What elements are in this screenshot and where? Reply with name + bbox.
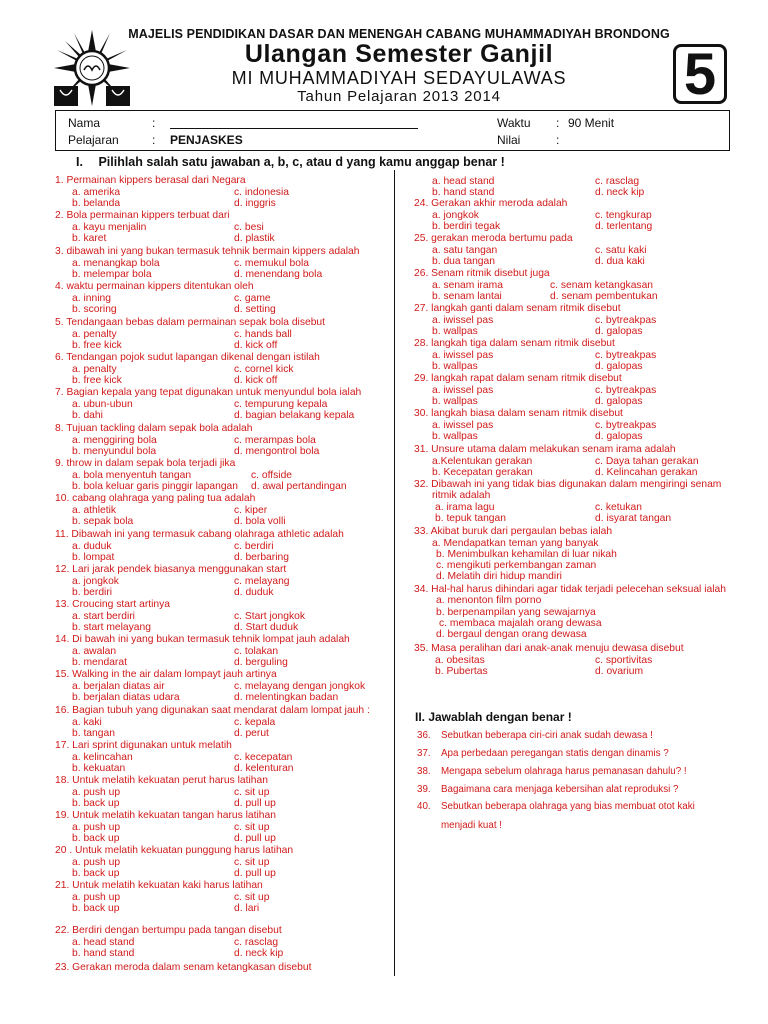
option-c: c. sit up <box>234 857 270 868</box>
option-b: b. start melayang <box>72 622 151 633</box>
option-c: c. merampas bola <box>234 435 316 446</box>
option-c: c. bytreakpas <box>595 315 657 326</box>
option-a: a. iwissel pas <box>432 350 494 361</box>
question-8: 8. Tujuan tackling dalam sepak bola adalah <box>55 423 253 434</box>
option-d: d. galopas <box>595 326 643 337</box>
option-c: c. bytreakpas <box>595 385 657 396</box>
option-a: a. menangkap bola <box>72 258 160 269</box>
option-b: b. Pubertas <box>435 666 488 677</box>
section-1-instruction <box>76 155 505 169</box>
essay-question-number: 37. <box>417 748 431 759</box>
option-a: a. penalty <box>72 329 117 340</box>
academic-year: Tahun Pelajaran 2013 2014 <box>297 88 501 105</box>
option-d: d. pull up <box>234 833 276 844</box>
essay-question-40: Sebutkan beberapa olahraga yang bias membuat otot kaki <box>441 801 695 812</box>
section-1-roman: I. <box>76 155 83 169</box>
option-c: c. indonesia <box>234 187 289 198</box>
option-a: a. bola menyentuh tangan <box>72 470 192 481</box>
time-label: Waktu <box>497 116 531 130</box>
option-c: c. melayang <box>234 576 290 587</box>
question-34: 34. Hal-hal harus dihindari agar tidak terjadi pelecehan seksual ialah <box>414 584 726 595</box>
option-b: b. wallpas <box>432 361 478 372</box>
option-d: d. kick off <box>234 375 278 386</box>
option-b: b. free kick <box>72 375 122 386</box>
option-a: a. push up <box>72 892 121 903</box>
option-d: d. pull up <box>234 798 276 809</box>
option-a: a. head stand <box>72 937 135 948</box>
option-d: d. duduk <box>234 587 274 598</box>
option-b: b. dahi <box>72 410 103 421</box>
option-d: d. melentingkan badan <box>234 692 339 703</box>
option-d: d. pull up <box>234 868 276 879</box>
option-d: d. galopas <box>595 431 643 442</box>
option-b: b. back up <box>72 798 120 809</box>
option-b: b. wallpas <box>432 431 478 442</box>
option-a: a.Kelentukan gerakan <box>432 456 533 467</box>
option-d: d. berbaring <box>234 552 289 563</box>
question-20: 20 . Untuk melatih kekuatan punggung harus latihan <box>55 845 294 856</box>
option-c: c. sit up <box>234 787 270 798</box>
option-d: d. perut <box>234 728 269 739</box>
option-a: a. irama lagu <box>435 502 495 513</box>
option-a: a. Mendapatkan teman yang banyak <box>432 538 599 549</box>
question-26: 26. Senam ritmik disebut juga <box>414 268 550 279</box>
option-a: a. berjalan diatas air <box>72 681 165 692</box>
subject-label: Pelajaran <box>68 133 119 147</box>
question-9: 9. throw in dalam sepak bola terjadi jika <box>55 458 236 469</box>
option-c: c. kepala <box>234 717 276 728</box>
option-b: b. senam lantai <box>432 291 502 302</box>
option-a: a. jongkok <box>432 210 479 221</box>
score-label: Nilai <box>497 133 521 147</box>
option-c: c. cornel kick <box>234 364 294 375</box>
option-c: c. Start jongkok <box>234 611 305 622</box>
time-value: 90 Menit <box>568 116 615 130</box>
option-d: d. kick off <box>234 340 278 351</box>
name-label: Nama <box>68 116 101 130</box>
name-colon: : <box>152 116 156 130</box>
option-b: b. berdiri <box>72 587 113 598</box>
option-c: c. hands ball <box>234 329 292 340</box>
option-c: c. ketukan <box>595 502 642 513</box>
question-1: 1. Permainan kippers berasal dari Negara <box>55 175 246 186</box>
column-divider <box>394 170 395 976</box>
option-b: b. wallpas <box>432 326 478 337</box>
option-b: b. lompat <box>72 552 115 563</box>
option-d: d. neck kip <box>234 948 284 959</box>
option-d: d. terlentang <box>595 221 653 232</box>
option-b: b. free kick <box>72 340 122 351</box>
option-c: c. sit up <box>234 822 270 833</box>
option-a: a. senam irama <box>432 280 503 291</box>
option-b: b. wallpas <box>432 396 478 407</box>
option-a: a. push up <box>72 822 121 833</box>
option-a: a. head stand <box>432 176 495 187</box>
essay-question-39: Bagaimana cara menjaga kebersihan alat reproduksi ? <box>441 784 679 795</box>
question-22: 22. Berdiri dengan bertumpu pada tangan disebut <box>55 925 282 936</box>
option-c: c. tengkurap <box>595 210 652 221</box>
school-name: MI MUHAMMADIYAH SEDAYULAWAS <box>231 68 567 88</box>
option-b: b. kekuatan <box>72 763 126 774</box>
essay-question-36: Sebutkan beberapa ciri-ciri anak sudah dewasa ! <box>441 730 653 741</box>
question-2: 2. Bola permainan kippers terbuat dari <box>55 210 230 221</box>
option-d: d. berguling <box>234 657 288 668</box>
option-a: a. satu tangan <box>432 245 498 256</box>
question-6: 6. Tendangan pojok sudut lapangan dikenal dengan istilah <box>55 352 320 363</box>
option-a: a. iwissel pas <box>432 420 494 431</box>
option-b: b. back up <box>72 833 120 844</box>
option-b: b. melempar bola <box>72 269 152 280</box>
option-d: d. galopas <box>595 361 643 372</box>
student-info-box <box>55 110 730 151</box>
question-12: 12. Lari jarak pendek biasanya menggunakan start <box>55 564 287 575</box>
score-colon: : <box>556 133 560 147</box>
option-c: c. tolakan <box>234 646 279 657</box>
essay-question-37: Apa perbedaan peregangan statis dengan dinamis ? <box>441 748 669 759</box>
option-c: c. membaca majalah orang dewasa <box>439 618 602 629</box>
option-a: a. inning <box>72 293 111 304</box>
option-c: c. sit up <box>234 892 270 903</box>
option-b: b. menyundul bola <box>72 446 157 457</box>
question-33: 33. Akibat buruk dari pergaulan bebas ialah <box>414 526 613 537</box>
option-a: a. kayu menjalin <box>72 222 147 233</box>
option-c: c. mengikuti perkembangan zaman <box>436 560 597 571</box>
option-d: d. dua kaki <box>595 256 645 267</box>
option-b: b. tangan <box>72 728 115 739</box>
option-d: d. senam pembentukan <box>550 291 658 302</box>
option-a: a. push up <box>72 787 121 798</box>
question-29: 29. langkah rapat dalam senam ritmik disebut <box>414 373 622 384</box>
option-c: c. kecepatan <box>234 752 293 763</box>
question-27: 27. langkah ganti dalam senam ritmik disebut <box>414 303 621 314</box>
option-c: c. offside <box>251 470 293 481</box>
option-b: b. scoring <box>72 304 117 315</box>
option-b: b. karet <box>72 233 107 244</box>
option-a: a. menonton film porno <box>436 595 542 606</box>
option-d: d. Start duduk <box>234 622 299 633</box>
option-d: d. menendang bola <box>234 269 323 280</box>
option-b: b. hand stand <box>72 948 135 959</box>
option-a: a. kelincahan <box>72 752 133 763</box>
option-a: a. athletik <box>72 505 117 516</box>
question-28: 28. langkah tiga dalam senam ritmik disebut <box>414 338 615 349</box>
question-7: 7. Bagian kepala yang tepat digunakan untuk menyundul bola ialah <box>55 387 362 398</box>
question-25: 25. gerakan meroda bertumu pada <box>414 233 573 244</box>
option-c: c. bytreakpas <box>595 420 657 431</box>
grade-number: 5 <box>673 44 727 104</box>
option-c: c. Daya tahan gerakan <box>595 456 699 467</box>
question-30: 30. langkah biasa dalam senam ritmik disebut <box>414 408 623 419</box>
option-c: c. rasclag <box>234 937 279 948</box>
option-c: c. kiper <box>234 505 268 516</box>
option-b: b. Menimbulkan kehamilan di luar nikah <box>436 549 617 560</box>
option-c: c. rasclag <box>595 176 640 187</box>
question-10: 10. cabang olahraga yang paling tua adalah <box>55 493 256 504</box>
option-c: c. game <box>234 293 271 304</box>
option-d: d. neck kip <box>595 187 645 198</box>
option-a: a. iwissel pas <box>432 315 494 326</box>
question-13: 13. Croucing start artinya <box>55 599 171 610</box>
question-32: 32. Dibawah ini yang tidak bias digunakan dalam mengiringi senam <box>414 479 722 490</box>
option-b: b. belanda <box>72 198 121 209</box>
option-d: d. inggris <box>234 198 276 209</box>
option-d: d. bola volli <box>234 516 286 527</box>
question-35: 35. Masa peralihan dari anak-anak menuju dewasa disebut <box>414 643 684 654</box>
question-31: 31. Unsure utama dalam melakukan senam irama adalah <box>414 444 676 455</box>
question-3: 3. dibawah ini yang bukan termasuk tehnik bermain kippers adalah <box>55 246 360 257</box>
option-b: b. hand stand <box>432 187 495 198</box>
time-colon: : <box>556 116 560 130</box>
question-21: 21. Untuk melatih kekuatan kaki harus latihan <box>55 880 263 891</box>
option-a: a. awalan <box>72 646 117 657</box>
name-field[interactable] <box>170 128 418 129</box>
option-a: a. start berdiri <box>72 611 135 622</box>
question-5: 5. Tendangaan bebas dalam permainan sepak bola disebut <box>55 317 326 328</box>
option-b: b. berdiri tegak <box>432 221 501 232</box>
option-d: d. bergaul dengan orang dewasa <box>436 629 587 640</box>
option-a: a. iwissel pas <box>432 385 494 396</box>
option-a: a. amerika <box>72 187 121 198</box>
option-a: a. menggiring bola <box>72 435 157 446</box>
option-d: d. setting <box>234 304 276 315</box>
option-b: b. tepuk tangan <box>435 513 506 524</box>
option-d: d. isyarat tangan <box>595 513 672 524</box>
subject-value: PENJASKES <box>170 133 243 147</box>
option-b: b. back up <box>72 868 120 879</box>
option-b: b. sepak bola <box>72 516 134 527</box>
exam-title: Ulangan Semester Ganjil <box>244 40 554 68</box>
option-a: a. jongkok <box>72 576 119 587</box>
option-b: b. berjalan diatas udara <box>72 692 180 703</box>
question-19: 19. Untuk melatih kekuatan tangan harus latihan <box>55 810 276 821</box>
question-18: 18. Untuk melatih kekuatan perut harus latihan <box>55 775 268 786</box>
option-d: d. plastik <box>234 233 275 244</box>
option-b: b. Kecepatan gerakan <box>432 467 533 478</box>
essay-question-number: 40. <box>417 801 431 812</box>
option-d: d. awal pertandingan <box>251 481 347 492</box>
question-4: 4. waktu permainan kippers ditentukan oleh <box>55 281 254 292</box>
option-d: d. bagian belakang kepala <box>234 410 355 421</box>
option-b: b. back up <box>72 903 120 914</box>
option-d: d. Melatih diri hidup mandiri <box>436 571 562 582</box>
option-b: b. mendarat <box>72 657 127 668</box>
option-d: d. mengontrol bola <box>234 446 320 457</box>
question-17: 17. Lari sprint digunakan untuk melatih <box>55 740 232 751</box>
question-32-cont: ritmik adalah <box>432 490 491 501</box>
option-c: c. sportivitas <box>595 655 653 666</box>
option-a: a. kaki <box>72 717 102 728</box>
question-24: 24. Gerakan akhir meroda adalah <box>414 198 568 209</box>
question-23: 23. Gerakan meroda dalam senam ketangkasan disebut <box>55 962 312 973</box>
option-a: a. ubun-ubun <box>72 399 133 410</box>
option-a: a. duduk <box>72 541 112 552</box>
question-15: 15. Walking in the air dalam lompayt jauh artinya <box>55 669 277 680</box>
option-d: d. ovarium <box>595 666 644 677</box>
option-c: c. berdiri <box>234 541 274 552</box>
option-a: a. penalty <box>72 364 117 375</box>
option-d: d. lari <box>234 903 260 914</box>
option-d: d. kelenturan <box>234 763 294 774</box>
section-1-text: Pilihlah salah satu jawaban a, b, c, atau d yang kamu anggap benar ! <box>98 155 505 169</box>
option-d: d. Kelincahan gerakan <box>595 467 698 478</box>
option-a: a. push up <box>72 857 121 868</box>
question-14: 14. Di bawah ini yang bukan termasuk tehnik lompat jauh adalah <box>55 634 350 645</box>
option-b: b. dua tangan <box>432 256 495 267</box>
option-b: b. bola keluar garis pinggir lapangan <box>72 481 239 492</box>
essay-question-number: 39. <box>417 784 431 795</box>
option-c: c. senam ketangkasan <box>550 280 654 291</box>
option-c: c. memukul bola <box>234 258 309 269</box>
subject-colon: : <box>152 133 156 147</box>
option-c: c. bytreakpas <box>595 350 657 361</box>
essay-question-40-cont: menjadi kuat ! <box>441 820 502 831</box>
option-a: a. obesitas <box>435 655 485 666</box>
essay-question-number: 36. <box>417 730 431 741</box>
question-11: 11. Dibawah ini yang termasuk cabang olahraga athletic adalah <box>55 529 344 540</box>
option-b: b. berpenampilan yang sewajarnya <box>436 607 596 618</box>
exam-header <box>0 0 768 112</box>
option-c: c. besi <box>234 222 264 233</box>
essay-question-number: 38. <box>417 766 431 777</box>
option-c: c. melayang dengan jongkok <box>234 681 366 692</box>
section-2-title: II. Jawablah dengan benar ! <box>415 710 572 724</box>
question-16: 16. Bagian tubuh yang digunakan saat mendarat dalam lompat jauh : <box>55 705 370 716</box>
option-c: c. satu kaki <box>595 245 647 256</box>
option-c: c. tempurung kepala <box>234 399 328 410</box>
institution-name: MAJELIS PENDIDIKAN DASAR DAN MENENGAH CABANG MUHAMMADIYAH BRONDONG <box>128 27 670 41</box>
essay-question-38: Mengapa sebelum olahraga harus pemanasan dahulu? ! <box>441 766 687 777</box>
option-d: d. galopas <box>595 396 643 407</box>
